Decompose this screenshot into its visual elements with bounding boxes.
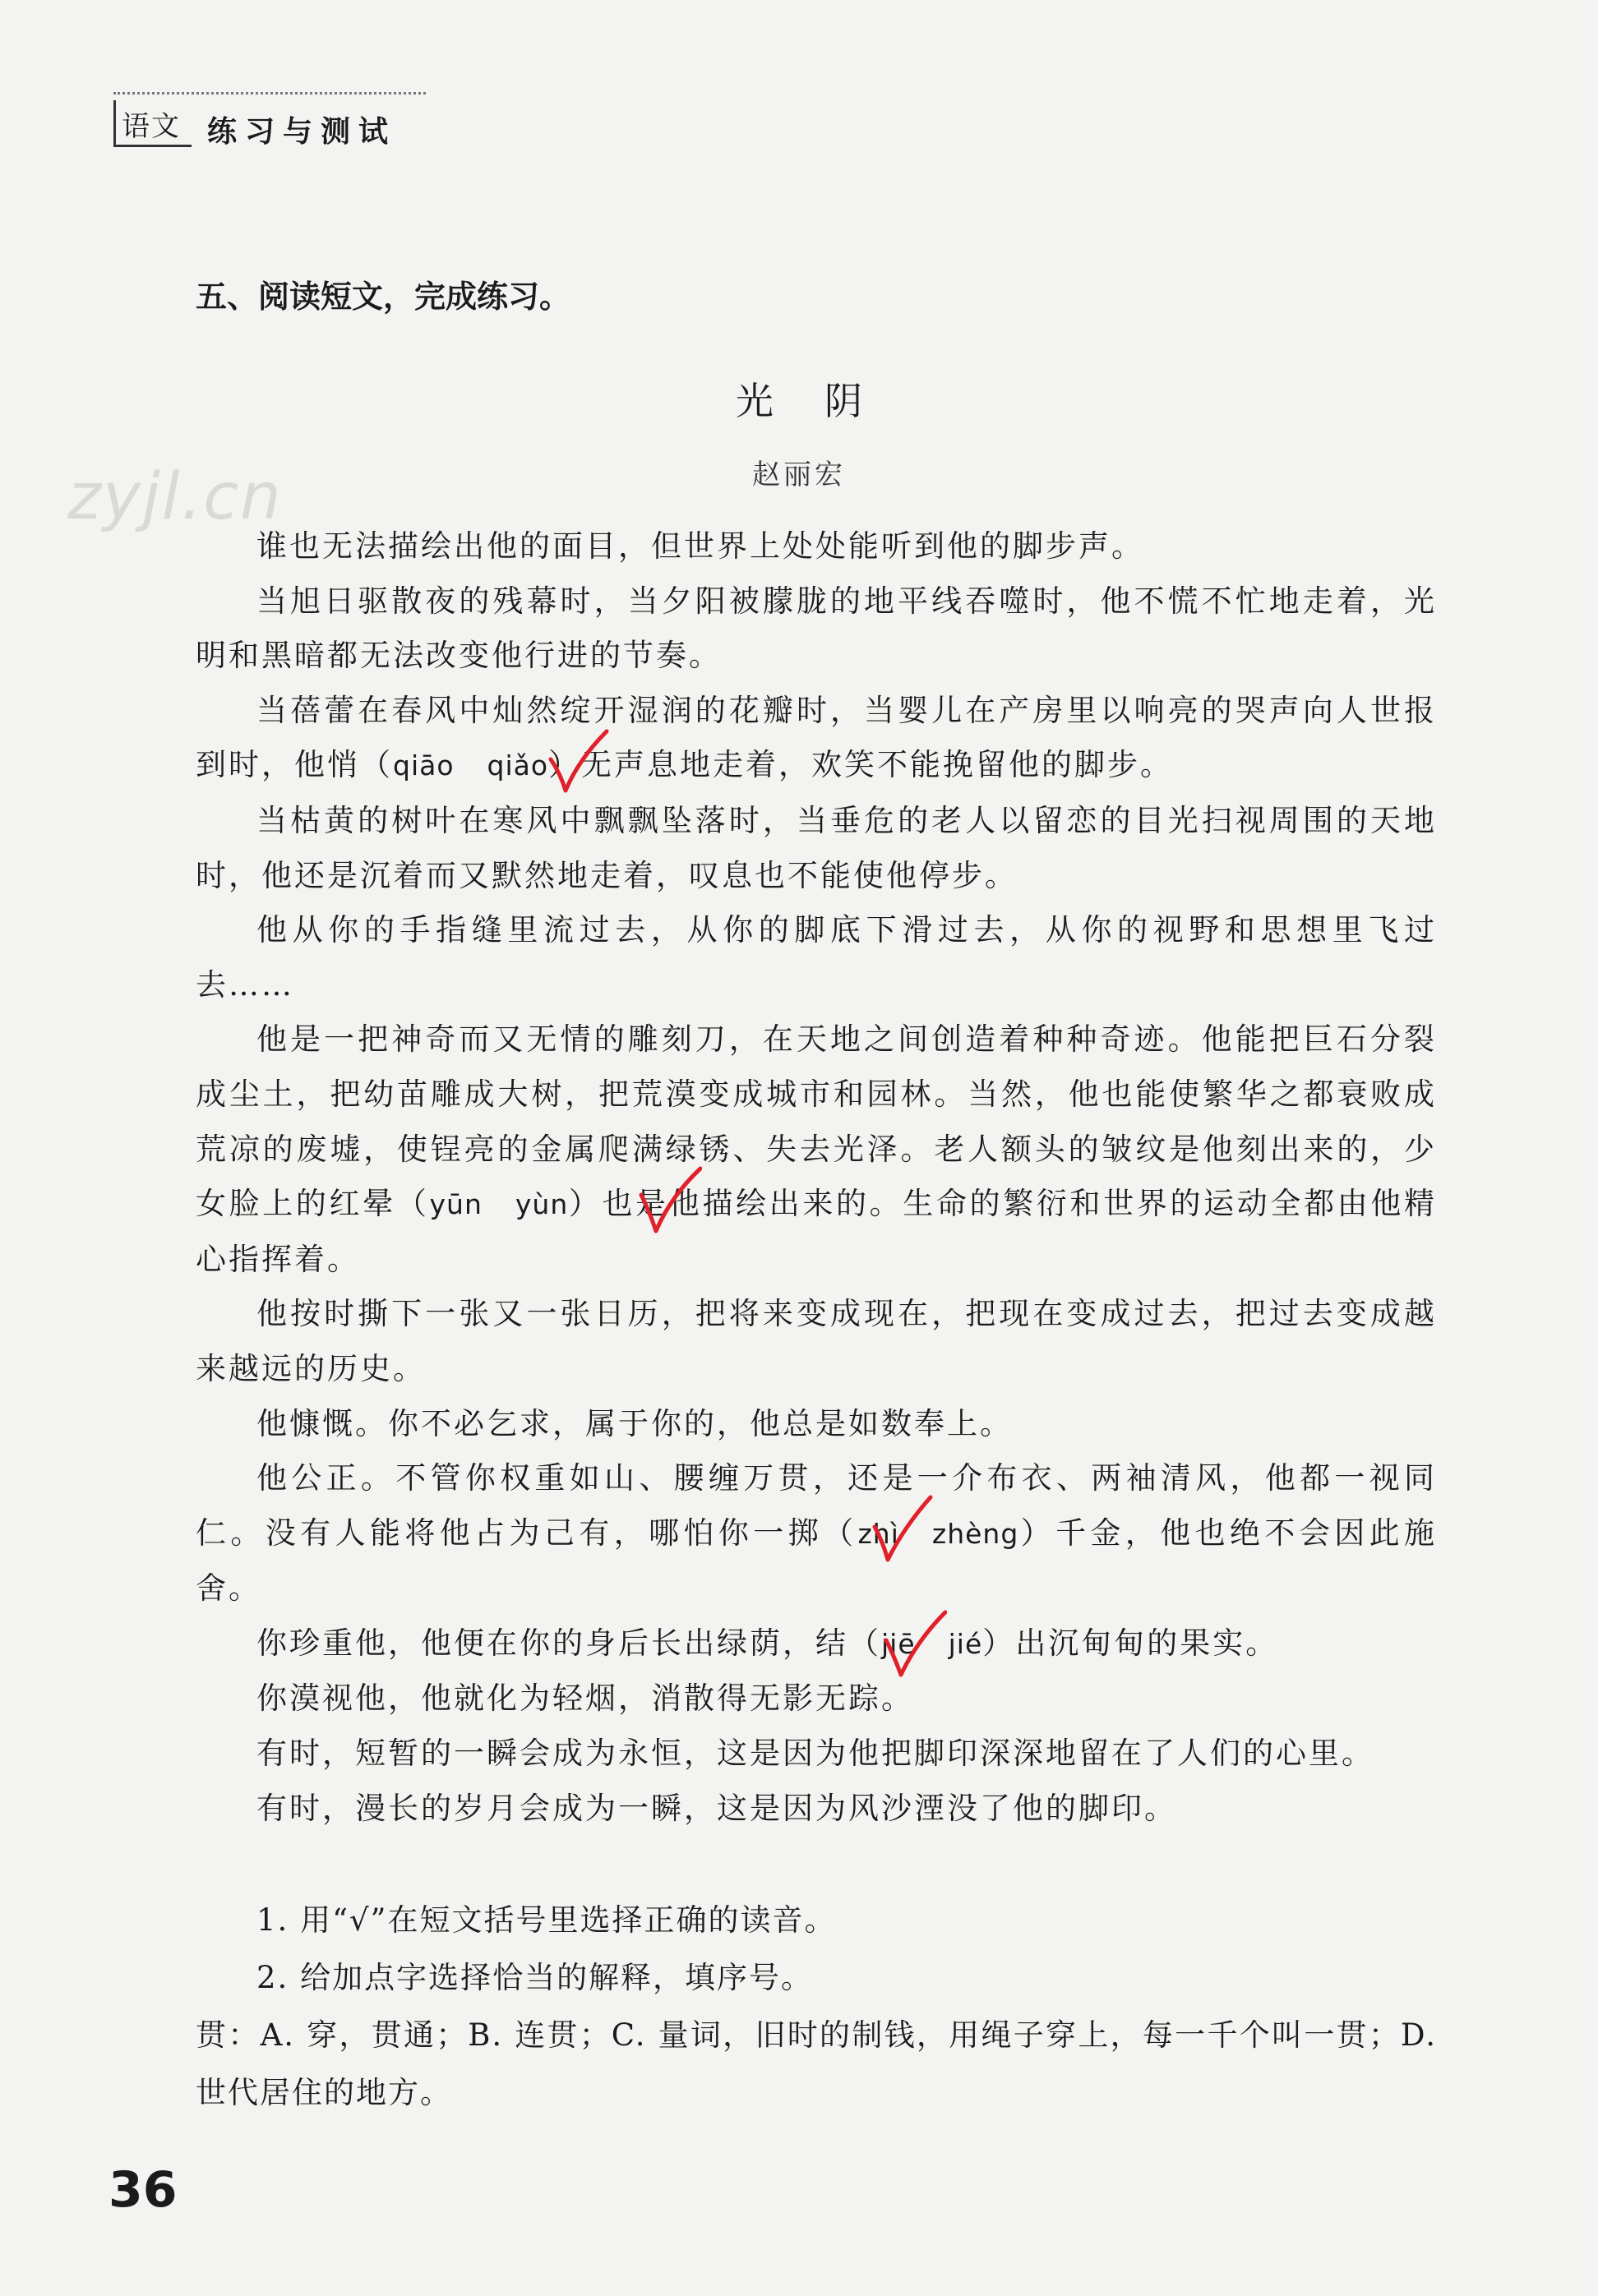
subject-label: 语文 (122, 110, 181, 143)
article-title: 光阴 (736, 379, 913, 423)
watermark: zyjl.cn (67, 460, 283, 534)
exercise-questions (196, 1892, 1437, 2122)
check-mark-icon (546, 726, 610, 797)
pinyin-option[interactable]: qiāo (393, 749, 455, 782)
pinyin-option-selected[interactable]: zhì (857, 1517, 899, 1550)
paragraph-text: ）也是他描绘出来的。生命的繁衍和世界的运动全都由他精心指挥着。 (196, 1186, 1437, 1277)
question-1: 1. 用“√”在短文括号里选择正确的读音。 (256, 1902, 837, 1938)
book-title: 练习与测试 (207, 115, 397, 149)
check-mark-icon (870, 1494, 934, 1565)
paragraph (196, 684, 1437, 794)
paragraph-text: 你珍重他，他便在你的身后长出绿荫，结（ (256, 1625, 881, 1661)
paragraph (196, 1451, 1437, 1616)
pinyin-option[interactable]: yūn (429, 1188, 483, 1221)
page-header (113, 97, 434, 151)
check-mark-icon (883, 1609, 947, 1680)
paragraph-text: ）出沉甸甸的果实。 (982, 1625, 1279, 1661)
pinyin-option[interactable]: jié (948, 1627, 983, 1660)
question-2: 2. 给加点字选择恰当的解释，填序号。 (256, 1960, 814, 1995)
article-body (196, 519, 1437, 1836)
paragraph: 谁也无法描绘出他的面目，但世界上处处能听到他的脚步声。 (256, 528, 1144, 564)
pinyin-option[interactable]: zhèng (931, 1517, 1019, 1550)
article-author: 赵丽宏 (752, 459, 846, 491)
paragraph (196, 1012, 1437, 1287)
paragraph: 他从你的手指缝里流过去，从你的脚底下滑过去，从你的视野和思想里飞过去…… (196, 912, 1437, 1003)
paragraph: 当枯黄的树叶在寒风中飘飘坠落时，当垂危的老人以留恋的目光扫视周围的天地时，他还是沉着而又默然地走着，叹息也不能使他停步。 (196, 802, 1437, 893)
header-dotted-rule (113, 92, 426, 95)
paragraph: 你漠视他，他就化为轻烟，消散得无影无踪。 (256, 1681, 914, 1717)
paragraph: 当旭日驱散夜的残幕时，当夕阳被朦胧的地平线吞噬时，他不慌不忙地走着，光明和黑暗都无法改变他行进的节奏。 (196, 583, 1437, 674)
paragraph: 有时，漫长的岁月会成为一瞬，这是因为风沙湮没了他的脚印。 (256, 1790, 1177, 1826)
question-2-options: 贯：A. 穿，贯通；B. 连贯；C. 量词，旧时的制钱，用绳子穿上，每一千个叫一贯；D. 世代居住的地方。 (196, 2017, 1437, 2110)
paragraph: 他按时撕下一张又一张日历，把将来变成现在，把现在变成过去，把过去变成越来越远的历史。 (196, 1296, 1437, 1386)
paragraph-text: 他是一把神奇而又无情的雕刻刀，在天地之间创造着种种奇迹。他能把巨石分裂成尘土，把幼苗雕成大树，把荒漠变成城市和园林。当然，他也能使繁华之都衰败成荒凉的废墟，使锃亮的金属爬满绿锈、失去光泽。老人额头的皱纹是他刻出来的，少女脸上的红晕（ (196, 1021, 1437, 1222)
pinyin-option-selected[interactable]: qiǎo (487, 749, 549, 782)
section-heading: 五、阅读短文，完成练习。 (196, 279, 571, 315)
paragraph: 他慷慨。你不必乞求，属于你的，他总是如数奉上。 (256, 1405, 1013, 1441)
paragraph: 有时，短暂的一瞬会成为永恒，这是因为他把脚印深深地留在了人们的心里。 (256, 1736, 1374, 1772)
check-mark-icon (638, 1165, 702, 1236)
pinyin-option-selected[interactable]: yùn (515, 1188, 569, 1221)
paragraph-text: 他公正。不管你权重如山、腰缠万贯，还是一介布衣、两袖清风，他都一视同仁。没有人能将他占为己有，哪怕你一掷（ (196, 1460, 1437, 1551)
paragraph-text: 当蓓蕾在春风中灿然绽开湿润的花瓣时，当婴儿在产房里以响亮的哭声向人世报到时，他悄（ (196, 692, 1437, 783)
paragraph-text: ）千金，他也绝不会因此施舍。 (196, 1515, 1437, 1607)
pinyin-option-selected[interactable]: jiē (881, 1627, 916, 1660)
page-number: 36 (109, 2161, 178, 2219)
paragraph-text: ）无声息地走着，欢笑不能挽留他的脚步。 (548, 747, 1174, 783)
paragraph (196, 1616, 1437, 1672)
